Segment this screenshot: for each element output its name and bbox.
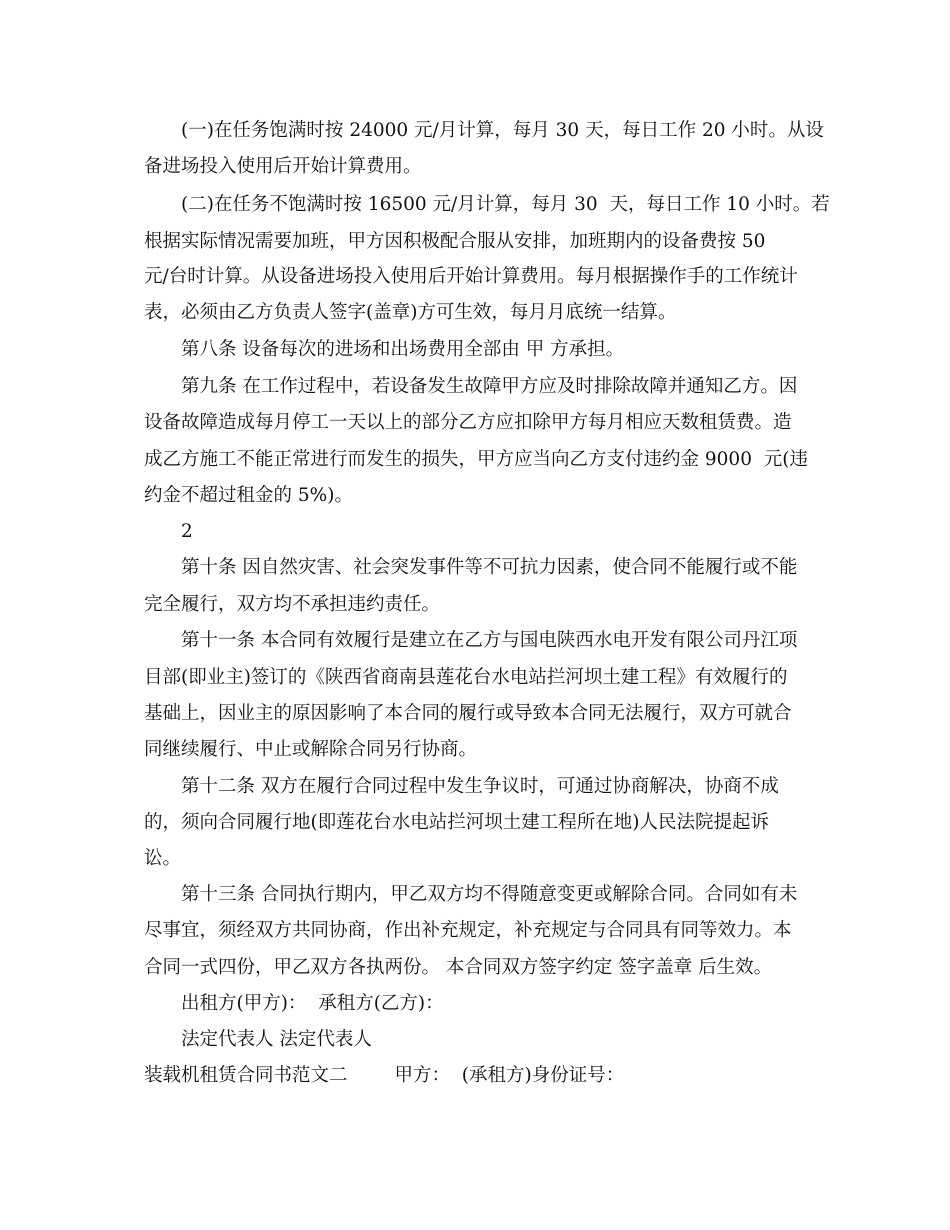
page-number: 2 [181,521,193,542]
text-line: 合同一式四份，甲乙双方各执两份。 本合同双方签字约定 签字盖章 后生效。 [144,957,773,978]
text-line: 第十二条 双方在履行合同过程中发生争议时，可通过协商解决，协商不成 [181,776,779,797]
text-line: 约金不超过租金的 5%)。 [144,485,353,506]
text-line: 第十一条 本合同有效履行是建立在乙方与国电陕西水电开发有限公司丹江项 [181,630,798,651]
text-line: 第九条 在工作过程中，若设备发生故障甲方应及时排除故障并通知乙方。因 [181,376,798,397]
text-line: 备进场投入使用后开始计算费用。 [144,156,422,177]
text-line: 第十条 因自然灾害、社会突发事件等不可抗力因素，使合同不能履行或不能 [181,557,798,578]
text-line: 第八条 设备每次的进场和出场费用全部由 甲 方承担。 [181,339,625,360]
text-line: 成乙方施工不能正常进行而发生的损失，甲方应当向乙方支付违约金 9000 元(违 [144,449,808,470]
text-line: (二)在任务不饱满时按 16500 元/月计算，每月 30 天，每日工作 10 小时。若 [181,194,830,215]
text-line: 第十三条 合同执行期内，甲乙双方均不得随意变更或解除合同。合同如有未 [181,884,798,905]
legal-representative-line: 法定代表人 法定代表人 [181,1029,372,1050]
text-line: 设备故障造成每月停工一天以上的部分乙方应扣除甲方每月相应天数租赁费。造 [144,412,792,433]
text-line: 根据实际情况需要加班，甲方因积极配合服从安排，加班期内的设备费按 50 [144,231,766,252]
text-line: 完全履行，双方均不承担违约责任。 [144,594,441,615]
text-line: 元/台时计算。从设备进场投入使用后开始计算费用。每月根据操作手的工作统计 [144,266,798,287]
text-line: 表，必须由乙方负责人签字(盖章)方可生效，每月月底统一结算。 [144,302,677,323]
text-line: 的，须向合同履行地(即莲花台水电站拦河坝土建工程所在地)人民法院提起诉 [144,812,769,833]
text-line: 目部(即业主)签订的《陕西省商南县莲花台水电站拦河坝土建工程》有效履行的 [144,667,788,688]
text-line: (一)在任务饱满时按 24000 元/月计算，每月 30 天，每日工作 20 小时。从设 [181,120,824,141]
section-heading-line: 装载机租赁合同书范文二 甲方： (承租方)身份证号： [144,1065,625,1086]
text-line: 同继续履行、中止或解除合同另行协商。 [144,739,478,760]
signature-parties-line: 出租方(甲方)： 承租方(乙方)： [181,993,444,1014]
text-line: 讼。 [144,848,182,869]
text-line: 尽事宜，须经双方共同协商，作出补充规定，补充规定与合同具有同等效力。本 [144,920,792,941]
text-line: 基础上，因业主的原因影响了本合同的履行或导致本合同无法履行，双方可就合 [144,703,792,724]
